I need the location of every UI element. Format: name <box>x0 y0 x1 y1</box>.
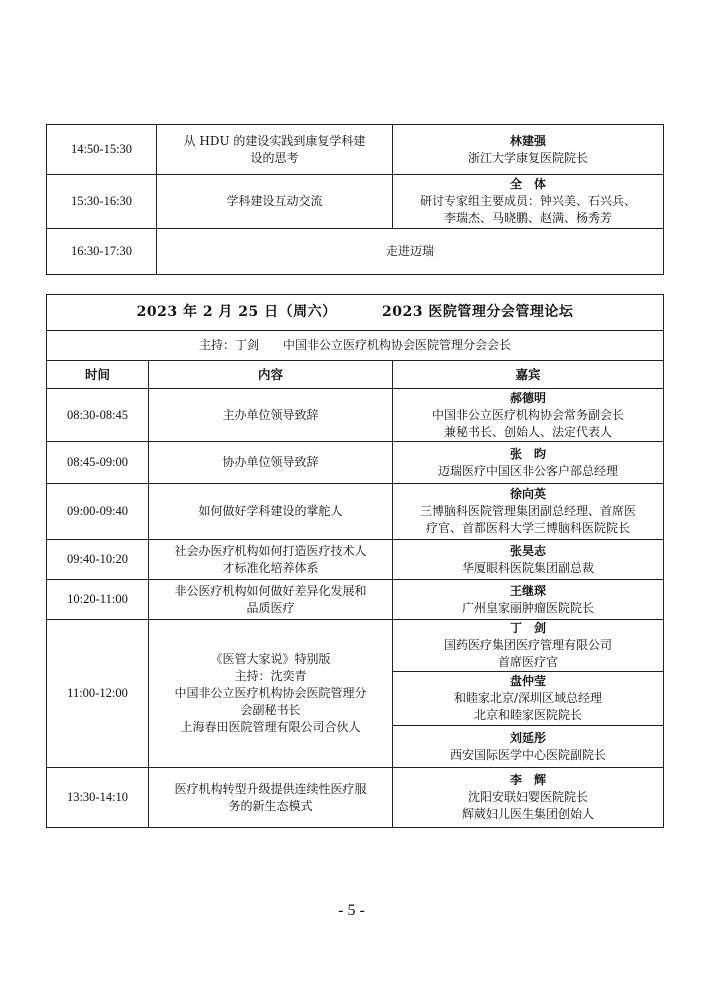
forum-date: 2023 年 2 月 25 日（周六） <box>136 304 337 320</box>
schedule-table-top <box>46 124 664 275</box>
time-cell: 09:40-10:20 <box>47 540 149 580</box>
content-line: 非公医疗机构如何做好差异化发展和 <box>174 583 367 598</box>
guest-name: 张昊志 <box>510 543 547 558</box>
guest-title: 研讨专家组主要成员：钟兴美、石兴兵、 <box>419 194 636 208</box>
content-line: 学科建设互动交流 <box>226 194 323 208</box>
guest-cell <box>393 175 664 229</box>
guest-name: 王继琛 <box>510 583 547 598</box>
time-cell: 09:00-09:40 <box>47 484 149 540</box>
guest-name: 徐向英 <box>510 487 547 501</box>
content-cell <box>149 540 393 580</box>
guest-name: 张 昀 <box>510 446 547 461</box>
content-line: 会副秘书长 <box>240 703 301 717</box>
guest-title: 国药医疗集团医疗管理有限公司 <box>444 638 613 652</box>
content-cell <box>157 175 393 229</box>
guest-name: 李 辉 <box>510 773 547 787</box>
content-line: 才标准化培养体系 <box>222 560 319 575</box>
content-cell <box>149 442 393 484</box>
host-row <box>47 331 664 361</box>
content-line: 协办单位领导致辞 <box>222 455 319 469</box>
table-row <box>47 389 664 442</box>
guest-cell <box>393 540 664 580</box>
table-row <box>47 229 664 275</box>
table-row <box>47 484 664 540</box>
guest-title: 中国非公立医疗机构协会常务副会长 <box>432 407 625 422</box>
guest-title: 李瑞杰、马晓鹏、赵满、杨秀芳 <box>443 211 612 225</box>
content-line: 上海春田医院管理有限公司合伙人 <box>180 720 361 734</box>
guest-cell <box>393 125 664 175</box>
guest-cell <box>393 484 664 540</box>
guest-title: 华厦眼科医院集团副总裁 <box>462 560 595 575</box>
forum-title-row <box>47 295 664 331</box>
header-guest: 嘉宾 <box>393 361 664 389</box>
time-cell: 10:20-11:00 <box>47 580 149 620</box>
guest-cell <box>393 620 664 672</box>
content-line: 品质医疗 <box>246 600 295 615</box>
content-cell <box>149 580 393 620</box>
content-line: 务的新生态模式 <box>228 798 313 813</box>
table-row <box>47 768 664 828</box>
guest-name: 刘延彤 <box>510 730 547 745</box>
content-line: 主办单位领导致辞 <box>222 407 319 422</box>
guest-title: 迈瑞医疗中国区非公客户部总经理 <box>438 463 619 478</box>
content-line: 医疗机构转型升级提供连续性医疗服 <box>174 781 367 796</box>
forum-title <box>47 295 664 331</box>
guest-cell <box>393 580 664 620</box>
guest-name: 林建强 <box>509 133 546 148</box>
time-cell: 13:30-14:10 <box>47 768 149 828</box>
time-cell: 08:45-09:00 <box>47 442 149 484</box>
table-row <box>47 620 664 672</box>
header-time: 时间 <box>47 361 149 389</box>
content-line: 如何做好学科建设的掌舵人 <box>198 504 343 518</box>
content-cell: 走进迈瑞 <box>157 229 664 275</box>
content-line: 社会办医疗机构如何打造医疗技术人 <box>174 543 367 558</box>
header-content: 内容 <box>149 361 393 389</box>
guest-title: 沈阳安联妇婴医院院长 <box>468 790 589 804</box>
table-row <box>47 442 664 484</box>
time-cell: 14:50-15:30 <box>47 125 157 175</box>
time-cell: 16:30-17:30 <box>47 229 157 275</box>
guest-name: 盘仲莹 <box>510 674 547 688</box>
content-cell <box>149 389 393 442</box>
guest-cell <box>393 389 664 442</box>
content-cell <box>157 125 393 175</box>
content-line: 从 HDU 的建设实践到康复学科建 <box>183 133 366 148</box>
guest-title: 辉葳妇儿医生集团创始人 <box>462 807 595 821</box>
guest-title: 广州皇家丽肿瘤医院院长 <box>462 600 595 615</box>
header-row <box>47 361 664 389</box>
schedule-table-forum <box>46 294 664 828</box>
content-line: 主持：沈奕青 <box>234 669 307 683</box>
guest-title: 三博脑科医院管理集团副总经理、首席医 <box>420 504 637 518</box>
table-row <box>47 580 664 620</box>
table-row <box>47 540 664 580</box>
forum-name: 2023 医院管理分会管理论坛 <box>382 304 574 320</box>
guest-cell <box>393 768 664 828</box>
guest-title: 首席医疗官 <box>498 655 559 669</box>
guest-title: 和睦家北京/深圳区域总经理 <box>453 691 603 705</box>
guest-title: 西安国际医学中心医院副院长 <box>450 747 607 762</box>
guest-name: 郝德明 <box>510 390 547 405</box>
guest-cell <box>393 442 664 484</box>
content-line: 中国非公立医疗机构协会医院管理分 <box>174 686 367 700</box>
content-line: 设的思考 <box>250 150 299 165</box>
guest-name: 丁 剑 <box>510 621 547 635</box>
table-row <box>47 175 664 229</box>
guest-cell <box>393 672 664 726</box>
time-cell: 11:00-12:00 <box>47 620 149 768</box>
guest-name: 全 体 <box>509 177 546 191</box>
guest-title: 疗官、首都医科大学三博脑科医院院长 <box>426 521 631 535</box>
guest-title: 浙江大学康复医院院长 <box>467 150 588 165</box>
guest-title: 兼秘书长、创始人、法定代表人 <box>444 424 613 439</box>
guest-cell <box>393 726 664 768</box>
time-cell: 15:30-16:30 <box>47 175 157 229</box>
host-cell: 主持：丁剑 中国非公立医疗机构协会医院管理分会会长 <box>47 331 664 361</box>
table-row <box>47 125 664 175</box>
content-cell <box>149 620 393 768</box>
content-cell <box>149 484 393 540</box>
content-line: 《医管大家说》特别版 <box>210 652 331 666</box>
page-number: - 5 - <box>338 902 365 919</box>
guest-title: 北京和睦家医院院长 <box>474 708 583 722</box>
time-cell: 08:30-08:45 <box>47 389 149 442</box>
content-cell <box>149 768 393 828</box>
